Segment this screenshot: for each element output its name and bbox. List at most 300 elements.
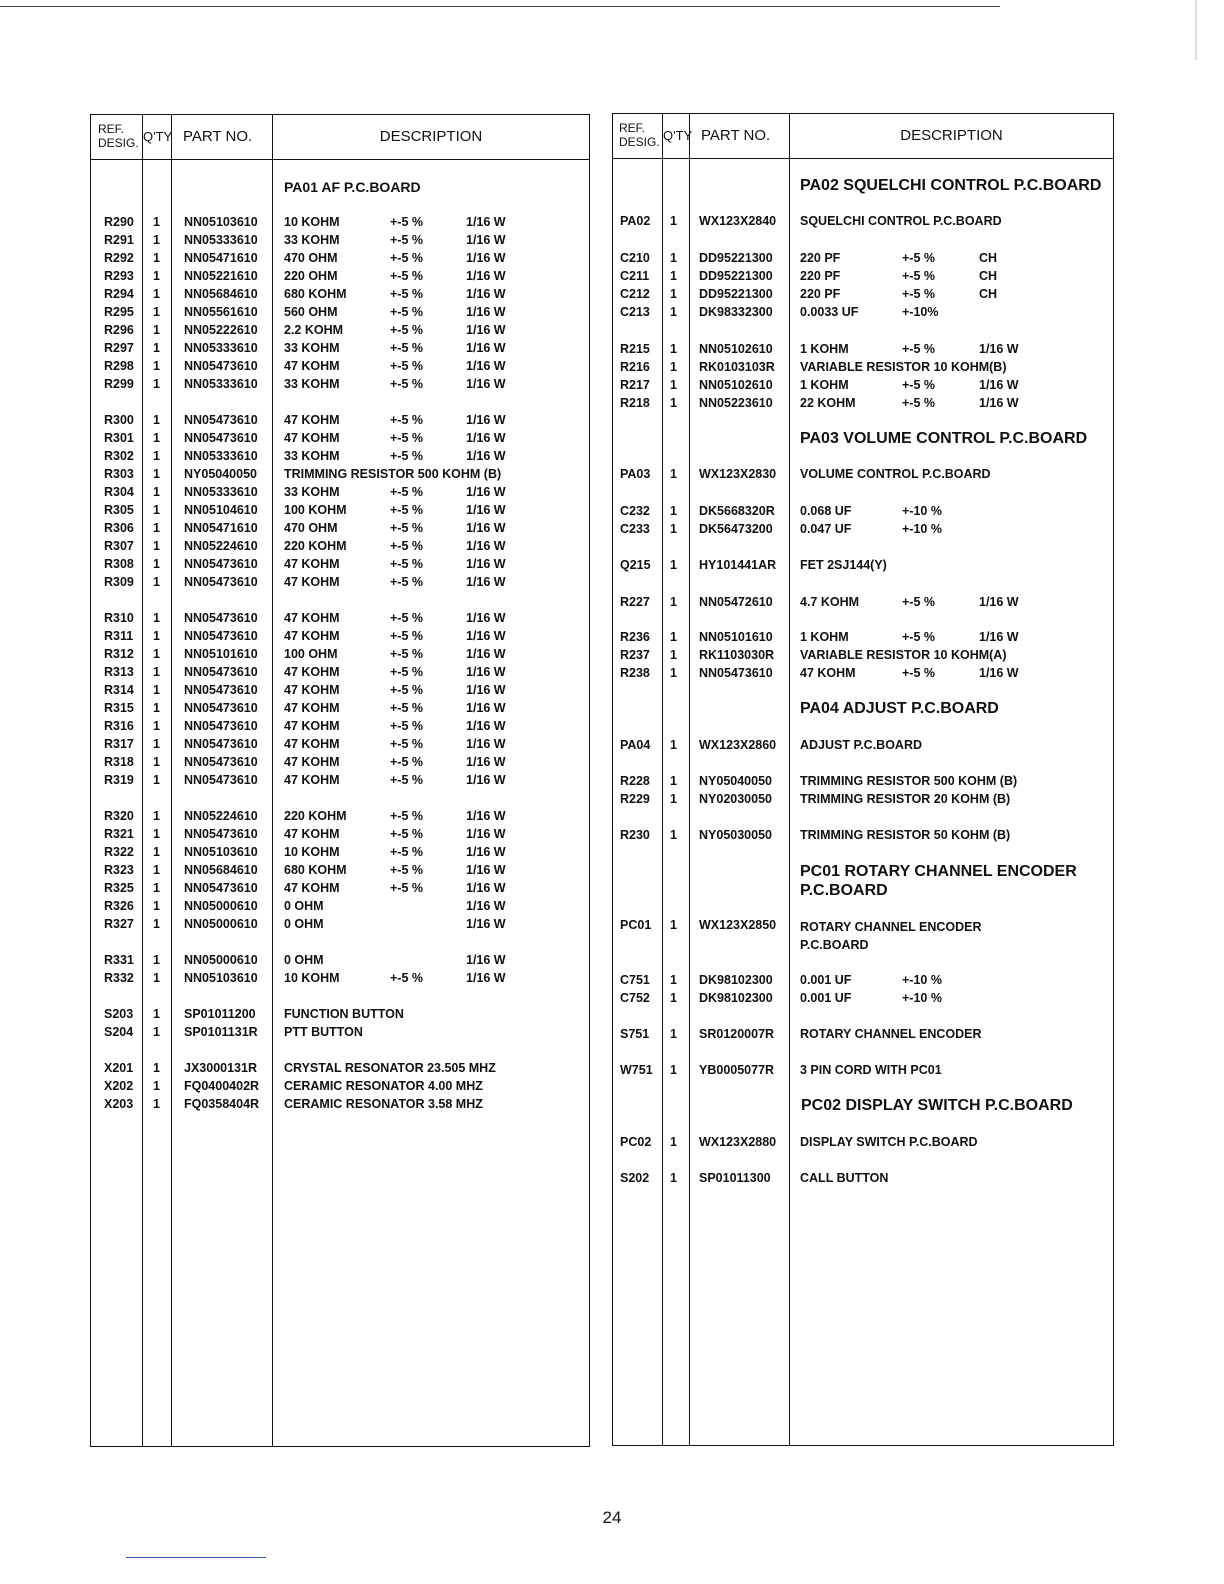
ref-designator: R323	[104, 863, 134, 877]
part-number: NN05000610	[184, 953, 258, 967]
header-ref: REF. DESIG.	[98, 122, 139, 150]
description: 1 KOHM	[800, 378, 849, 392]
part-number: NN05471610	[184, 251, 258, 265]
description: 220 PF	[800, 287, 841, 301]
tolerance: +-5 %	[390, 359, 424, 373]
rating: CH	[979, 269, 998, 283]
part-number: FQ0400402R	[184, 1079, 260, 1093]
scan-edge-mark	[1195, 0, 1197, 60]
parts-row	[91, 341, 589, 359]
parts-row	[613, 666, 1113, 684]
ref-designator: S751	[620, 1027, 650, 1041]
section-title-pa04: PA04 ADJUST P.C.BOARD	[800, 700, 999, 717]
part-number: NY05040050	[184, 467, 257, 481]
quantity: 1	[153, 539, 160, 553]
ref-designator: R310	[104, 611, 134, 625]
part-number: NN05473610	[184, 737, 258, 751]
rating: CH	[979, 287, 998, 301]
parts-row	[613, 305, 1113, 323]
rating: 1/16 W	[466, 629, 506, 643]
parts-row	[91, 809, 589, 827]
quantity: 1	[153, 215, 160, 229]
header-description: DESCRIPTION	[900, 127, 1003, 144]
part-number: NN05102610	[699, 342, 773, 356]
parts-row	[613, 378, 1113, 396]
parts-row	[613, 973, 1113, 991]
ref-designator: R314	[104, 683, 134, 697]
part-number: NN05224610	[184, 539, 258, 553]
part-number: DK98332300	[699, 305, 773, 319]
description: 47 KOHM	[284, 611, 340, 625]
ref-designator: R304	[104, 485, 134, 499]
rating: 1/16 W	[466, 683, 506, 697]
rating: 1/16 W	[466, 845, 506, 859]
quantity: 1	[670, 648, 677, 662]
tolerance: +-5 %	[902, 378, 936, 392]
parts-row	[91, 485, 589, 503]
tolerance: +-10 %	[902, 522, 942, 536]
ref-designator: R298	[104, 359, 134, 373]
quantity: 1	[153, 863, 160, 877]
tolerance: +-5 %	[390, 557, 424, 571]
tolerance: +-5 %	[390, 575, 424, 589]
parts-row	[91, 827, 589, 845]
parts-row	[91, 1061, 589, 1079]
ref-designator: R309	[104, 575, 134, 589]
description: 680 KOHM	[284, 287, 347, 301]
quantity: 1	[670, 792, 677, 806]
description: 47 KOHM	[284, 719, 340, 733]
parts-row	[91, 773, 589, 791]
section-title-pc01: PC01 ROTARY CHANNEL ENCODER P.C.BOARD	[800, 863, 1077, 899]
part-number: NN05101610	[699, 630, 773, 644]
ref-designator: R230	[620, 828, 650, 842]
parts-row	[613, 918, 1113, 952]
description: 100 KOHM	[284, 503, 347, 517]
ref-designator: PC01	[620, 918, 652, 932]
quantity: 1	[153, 809, 160, 823]
part-number: NN05223610	[699, 396, 773, 410]
quantity: 1	[153, 575, 160, 589]
description: 47 KOHM	[284, 683, 340, 697]
header-divider	[613, 158, 1113, 159]
ref-designator: X201	[104, 1061, 134, 1075]
part-number: NY05040050	[699, 774, 772, 788]
part-number: DD95221300	[699, 251, 773, 265]
parts-row	[91, 215, 589, 233]
description: 0 OHM	[284, 917, 324, 931]
ref-designator: R295	[104, 305, 134, 319]
part-number: NN05473610	[184, 431, 258, 445]
top-rule	[0, 6, 1000, 7]
ref-designator: R229	[620, 792, 650, 806]
part-number: NN05224610	[184, 809, 258, 823]
description: 33 KOHM	[284, 485, 340, 499]
ref-designator: Q215	[620, 558, 651, 572]
header-ref: REF. DESIG.	[619, 121, 660, 149]
ref-designator: R294	[104, 287, 134, 301]
section-title-pa02: PA02 SQUELCHI CONTROL P.C.BOARD	[800, 177, 1102, 194]
header-part-no: PART NO.	[183, 128, 253, 145]
parts-row	[613, 648, 1113, 666]
parts-row	[91, 917, 589, 935]
rating: 1/16 W	[466, 377, 506, 391]
part-number: WX123X2850	[699, 918, 777, 932]
description: 470 OHM	[284, 251, 338, 265]
header-qty: Q'TY	[143, 129, 173, 144]
parts-row	[91, 359, 589, 377]
part-number: WX123X2860	[699, 738, 777, 752]
part-number: NN05333610	[184, 449, 258, 463]
quantity: 1	[670, 630, 677, 644]
part-number: SP01011300	[699, 1171, 771, 1185]
parts-row	[91, 881, 589, 899]
parts-row	[613, 1063, 1113, 1081]
part-number: SR0120007R	[699, 1027, 775, 1041]
part-number: NN05333610	[184, 233, 258, 247]
header-divider	[91, 159, 589, 160]
description: 47 KOHM	[800, 666, 856, 680]
tolerance: +-5 %	[902, 595, 936, 609]
parts-row	[91, 521, 589, 539]
quantity: 1	[153, 521, 160, 535]
tolerance: +-5 %	[390, 755, 424, 769]
bottom-rule	[126, 1557, 266, 1558]
quantity: 1	[670, 214, 677, 228]
rating: 1/16 W	[466, 773, 506, 787]
parts-row	[91, 575, 589, 593]
quantity: 1	[670, 522, 677, 536]
ref-designator: R297	[104, 341, 134, 355]
quantity: 1	[153, 305, 160, 319]
quantity: 1	[153, 701, 160, 715]
parts-row	[613, 991, 1113, 1009]
ref-designator: C212	[620, 287, 650, 301]
quantity: 1	[670, 558, 677, 572]
description: VARIABLE RESISTOR 10 KOHM(A)	[800, 648, 1007, 662]
rating: 1/16 W	[979, 342, 1019, 356]
rating: 1/16 W	[466, 611, 506, 625]
part-number: WX123X2880	[699, 1135, 777, 1149]
description: 47 KOHM	[284, 557, 340, 571]
rating: 1/16 W	[466, 827, 506, 841]
quantity: 1	[153, 269, 160, 283]
part-number: NY02030050	[699, 792, 772, 806]
ref-designator: R237	[620, 648, 650, 662]
description: 3 PIN CORD WITH PC01	[800, 1063, 942, 1077]
description: CALL BUTTON	[800, 1171, 889, 1185]
description: PTT BUTTON	[284, 1025, 363, 1039]
quantity: 1	[153, 233, 160, 247]
ref-designator: R322	[104, 845, 134, 859]
tolerance: +-5 %	[390, 323, 424, 337]
ref-designator: W751	[620, 1063, 653, 1077]
rating: 1/16 W	[466, 737, 506, 751]
description: CERAMIC RESONATOR 4.00 MHZ	[284, 1079, 483, 1093]
tolerance: +-5 %	[390, 413, 424, 427]
part-number: NN05684610	[184, 287, 258, 301]
quantity: 1	[153, 881, 160, 895]
parts-table-left	[90, 114, 590, 1447]
tolerance: +-5 %	[390, 827, 424, 841]
quantity: 1	[153, 719, 160, 733]
description: 47 KOHM	[284, 575, 340, 589]
part-number: NN05473610	[184, 611, 258, 625]
rating: 1/16 W	[979, 378, 1019, 392]
parts-row	[91, 1079, 589, 1097]
rating: 1/16 W	[466, 899, 506, 913]
description: 33 KOHM	[284, 377, 340, 391]
description: TRIMMING RESISTOR 50 KOHM (B)	[800, 828, 1011, 842]
ref-designator: PA02	[620, 214, 651, 228]
description: 47 KOHM	[284, 665, 340, 679]
description: SQUELCHI CONTROL P.C.BOARD	[800, 214, 1002, 228]
tolerance: +-5 %	[390, 719, 424, 733]
quantity: 1	[153, 449, 160, 463]
quantity: 1	[670, 1027, 677, 1041]
ref-designator: C210	[620, 251, 650, 265]
parts-row	[91, 953, 589, 971]
part-number: NN05103610	[184, 971, 258, 985]
quantity: 1	[153, 485, 160, 499]
tolerance: +-5 %	[390, 647, 424, 661]
parts-row	[91, 863, 589, 881]
tolerance: +-10 %	[902, 973, 942, 987]
description: 680 KOHM	[284, 863, 347, 877]
tolerance: +-5 %	[390, 377, 424, 391]
quantity: 1	[670, 774, 677, 788]
rating: 1/16 W	[466, 251, 506, 265]
ref-designator: R306	[104, 521, 134, 535]
rating: 1/16 W	[466, 269, 506, 283]
description: 0.001 UF	[800, 991, 852, 1005]
quantity: 1	[670, 287, 677, 301]
rating: 1/16 W	[979, 630, 1019, 644]
tolerance: +-5 %	[390, 287, 424, 301]
quantity: 1	[153, 917, 160, 931]
rating: 1/16 W	[466, 449, 506, 463]
description: 10 KOHM	[284, 215, 340, 229]
part-number: NN05473610	[184, 683, 258, 697]
ref-designator: R311	[104, 629, 134, 643]
quantity: 1	[670, 269, 677, 283]
part-number: WX123X2840	[699, 214, 777, 228]
rating: 1/16 W	[466, 215, 506, 229]
tolerance: +-5 %	[390, 269, 424, 283]
parts-row	[91, 647, 589, 665]
parts-row	[613, 269, 1113, 287]
part-number: NN05684610	[184, 863, 258, 877]
ref-designator: R312	[104, 647, 134, 661]
part-number: NN05561610	[184, 305, 258, 319]
rating: 1/16 W	[466, 359, 506, 373]
parts-row	[91, 719, 589, 737]
parts-row	[91, 269, 589, 287]
tolerance: +-10 %	[902, 504, 942, 518]
parts-row	[613, 467, 1113, 485]
ref-designator: C752	[620, 991, 650, 1005]
ref-designator: R326	[104, 899, 134, 913]
ref-designator: R320	[104, 809, 134, 823]
quantity: 1	[153, 377, 160, 391]
description: 47 KOHM	[284, 413, 340, 427]
ref-designator: X202	[104, 1079, 134, 1093]
ref-designator: R236	[620, 630, 650, 644]
rating: 1/16 W	[466, 917, 506, 931]
part-number: DD95221300	[699, 269, 773, 283]
description: VOLUME CONTROL P.C.BOARD	[800, 467, 991, 481]
quantity: 1	[670, 467, 677, 481]
ref-designator: R293	[104, 269, 134, 283]
description: 220 KOHM	[284, 539, 347, 553]
ref-designator: PA03	[620, 467, 651, 481]
part-number: NN05333610	[184, 341, 258, 355]
quantity: 1	[153, 665, 160, 679]
ref-designator: PA04	[620, 738, 651, 752]
ref-designator: C211	[620, 269, 650, 283]
parts-row	[91, 557, 589, 575]
description: 1 KOHM	[800, 342, 849, 356]
parts-row	[613, 828, 1113, 846]
part-number: NN05471610	[184, 521, 258, 535]
ref-designator: R321	[104, 827, 134, 841]
description: 470 OHM	[284, 521, 338, 535]
header-description: DESCRIPTION	[379, 128, 483, 145]
parts-row	[613, 630, 1113, 648]
part-number: NN05104610	[184, 503, 258, 517]
parts-row	[613, 504, 1113, 522]
part-number: DK5668320R	[699, 504, 775, 518]
part-number: SP0101131R	[184, 1025, 258, 1039]
part-number: NN05101610	[184, 647, 258, 661]
rating: 1/16 W	[466, 323, 506, 337]
quantity: 1	[153, 251, 160, 265]
parts-table-right	[612, 113, 1114, 1446]
description: 0 OHM	[284, 899, 324, 913]
rating: 1/16 W	[466, 863, 506, 877]
ref-designator: R238	[620, 666, 650, 680]
rating: 1/16 W	[466, 971, 506, 985]
parts-row	[91, 431, 589, 449]
description: 47 KOHM	[284, 359, 340, 373]
description: ADJUST P.C.BOARD	[800, 738, 923, 752]
parts-row	[613, 522, 1113, 540]
description: 47 KOHM	[284, 629, 340, 643]
quantity: 1	[153, 1079, 160, 1093]
ref-designator: R228	[620, 774, 650, 788]
ref-designator: R299	[104, 377, 134, 391]
rating: 1/16 W	[466, 665, 506, 679]
parts-row	[613, 738, 1113, 756]
part-number: DK98102300	[699, 991, 773, 1005]
ref-designator: R317	[104, 737, 134, 751]
part-number: NN05473610	[184, 755, 258, 769]
description: 33 KOHM	[284, 449, 340, 463]
part-number: NN05473610	[184, 773, 258, 787]
description: CERAMIC RESONATOR 3.58 MHZ	[284, 1097, 483, 1111]
part-number: NN05473610	[184, 719, 258, 733]
parts-row	[91, 701, 589, 719]
description: 0.0033 UF	[800, 305, 859, 319]
ref-designator: R291	[104, 233, 134, 247]
description: 10 KOHM	[284, 845, 340, 859]
parts-row	[91, 1097, 589, 1115]
parts-row	[613, 287, 1113, 305]
description: 220 PF	[800, 269, 841, 283]
quantity: 1	[670, 828, 677, 842]
quantity: 1	[670, 991, 677, 1005]
rating: 1/16 W	[466, 809, 506, 823]
quantity: 1	[670, 360, 677, 374]
ref-designator: R327	[104, 917, 134, 931]
parts-row	[91, 899, 589, 917]
parts-row	[613, 396, 1113, 414]
description: 0 OHM	[284, 953, 324, 967]
parts-row	[613, 251, 1113, 269]
tolerance: +-5 %	[902, 396, 936, 410]
part-number: NN05222610	[184, 323, 258, 337]
rating: 1/16 W	[466, 521, 506, 535]
rating: 1/16 W	[466, 539, 506, 553]
tolerance: +-5 %	[902, 269, 936, 283]
rating: 1/16 W	[466, 305, 506, 319]
rating: 1/16 W	[466, 719, 506, 733]
parts-row	[91, 845, 589, 863]
quantity: 1	[153, 1025, 160, 1039]
description: 220 KOHM	[284, 809, 347, 823]
tolerance: +-5 %	[390, 845, 424, 859]
parts-row	[91, 251, 589, 269]
quantity: 1	[153, 971, 160, 985]
ref-designator: S204	[104, 1025, 134, 1039]
tolerance: +-5 %	[902, 342, 936, 356]
ref-designator: X203	[104, 1097, 134, 1111]
parts-row	[613, 774, 1113, 792]
tolerance: +-5 %	[390, 503, 424, 517]
quantity: 1	[153, 827, 160, 841]
ref-designator: C233	[620, 522, 650, 536]
parts-row	[91, 413, 589, 431]
ref-designator: C213	[620, 305, 650, 319]
quantity: 1	[153, 683, 160, 697]
quantity: 1	[153, 557, 160, 571]
quantity: 1	[153, 755, 160, 769]
parts-row	[91, 629, 589, 647]
section-title-pa01: PA01 AF P.C.BOARD	[284, 179, 421, 195]
part-number: NN05333610	[184, 485, 258, 499]
quantity: 1	[670, 504, 677, 518]
description: 33 KOHM	[284, 341, 340, 355]
parts-row	[91, 377, 589, 395]
ref-designator: PC02	[620, 1135, 652, 1149]
rating: 1/16 W	[466, 881, 506, 895]
parts-row	[91, 665, 589, 683]
quantity: 1	[670, 973, 677, 987]
parts-row	[91, 683, 589, 701]
parts-row	[91, 611, 589, 629]
quantity: 1	[153, 431, 160, 445]
description: 2.2 KOHM	[284, 323, 344, 337]
quantity: 1	[153, 359, 160, 373]
part-number: FQ0358404R	[184, 1097, 260, 1111]
description: 1 KOHM	[800, 630, 849, 644]
quantity: 1	[153, 323, 160, 337]
quantity: 1	[153, 737, 160, 751]
tolerance: +-5 %	[390, 881, 424, 895]
part-number: NN05473610	[184, 575, 258, 589]
rating: 1/16 W	[466, 953, 506, 967]
rating: 1/16 W	[466, 341, 506, 355]
